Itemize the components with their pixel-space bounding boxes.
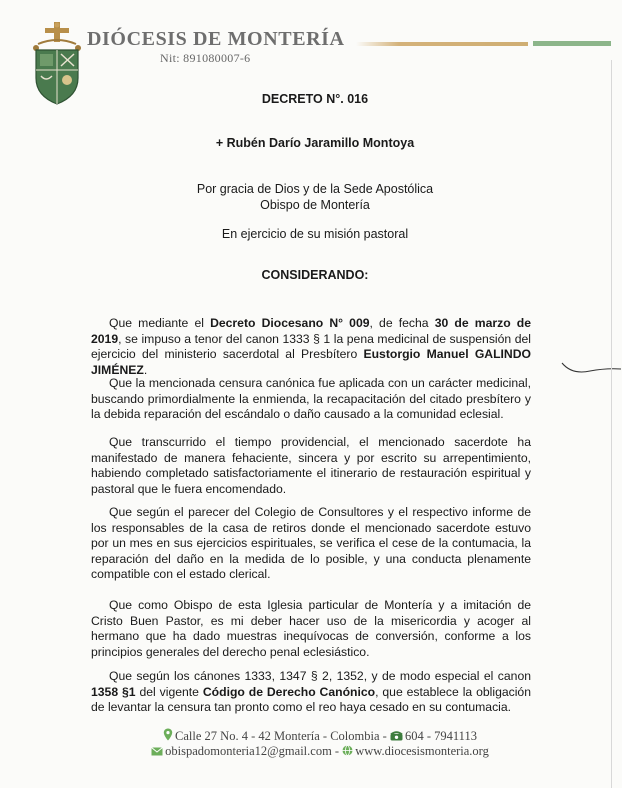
decree-title: DECRETO N°. 016 [261, 92, 369, 106]
diocese-crest-icon [30, 22, 84, 106]
header-green-rule [533, 41, 611, 46]
considerando-paragraph-1: Que mediante el Decreto Diocesano N° 009, de fecha 30 de marzo de 2019, se impuso a tenor del canon 1333 § 1 la pena medicinal de suspensión del ejercicio del ministerio sacerdotal al Presbítero Eustorgio Manuel GALINDO JIMÉNEZ. [91, 316, 532, 377]
location-pin-icon [163, 728, 173, 741]
considerando-paragraph-5: Que como Obispo de esta Iglesia particular de Montería y a imitación de Cristo Buen Pastor, es mi deber hacer uso de la misericordia y acoger al hermano que ha dado muestras inequívocas de conversión, conforme a los principios generales del derecho penal eclesiástico. [91, 598, 531, 659]
footer-website[interactable]: www.diocesismonteria.org [355, 744, 489, 758]
phone-icon [390, 731, 403, 741]
footer-email[interactable]: obispadomonteria12@gmail.com - [165, 744, 343, 758]
footer-contact-line [110, 744, 530, 759]
considerando-heading: CONSIDERANDO: [261, 268, 369, 282]
footer-address: Calle 27 No. 4 - 42 Montería - Colombia - [175, 729, 390, 743]
bishop-name: + Rubén Darío Jaramillo Montoya [215, 136, 415, 150]
tax-id: Nit: 891080007-6 [160, 51, 251, 65]
margin-pen-stroke [560, 355, 622, 379]
considerando-paragraph-4: Que según el parecer del Colegio de Consultores y el respectivo informe de los responsables de la casa de retiros donde el mencionado sacerdote estuvo por un mes en sus ejercicios espirituales, se verifica el cese de la contumacia, la reparación del daño en la medida de lo posible, y una conducta plenamente compatible con el estado clerical. [91, 505, 531, 582]
envelope-icon [151, 747, 163, 756]
considerando-paragraph-2: Que la mencionada censura canónica fue aplicada con un carácter medicinal, buscando primordialmente la enmienda, la recapacitación del citado presbítero y la debida reparación del escándalo o daño causado a la comunidad eclesial. [91, 376, 531, 422]
footer-phone: 604 - 7941113 [404, 729, 477, 743]
grace-line-1: Por gracia de Dios y de la Sede Apostólica [196, 182, 434, 196]
pastoral-mission: En ejercicio de su misión pastoral [221, 227, 409, 241]
header-gold-rule [356, 42, 528, 46]
scan-edge-line [611, 60, 612, 788]
globe-icon [342, 745, 353, 756]
diocese-name: DIÓCESIS DE MONTERÍA [87, 28, 345, 50]
footer-address-line [110, 728, 530, 744]
considerando-paragraph-6: Que según los cánones 1333, 1347 § 2, 1352, y de modo especial el canon 1358 §1 del vigente Código de Derecho Canónico, que establece la obligación de levantar la censura tan pronto como el reo haya cesado en su contumacia. [91, 669, 531, 715]
considerando-paragraph-3: Que transcurrido el tiempo providencial, el mencionado sacerdote ha manifestado de manera fehaciente, sincera y por escrito su arrepentimiento, habiendo completado satisfactoriamente el itinerario de restauración espiritual y pastoral que le fuera encomendado. [91, 435, 531, 496]
grace-line-2: Obispo de Montería [260, 198, 370, 212]
